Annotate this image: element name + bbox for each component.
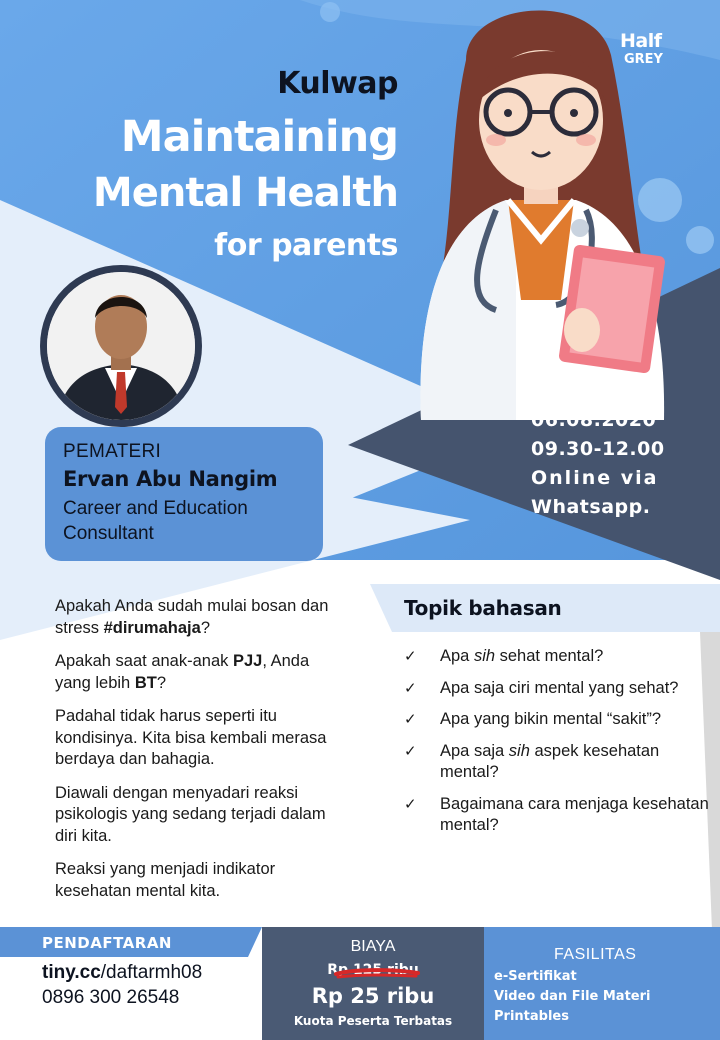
topic-2-text: Apa saja ciri mental yang sehat? [440, 678, 679, 697]
speaker-role-line-1: Career and Education [63, 498, 248, 519]
topic-item [404, 794, 714, 837]
event-date: 06.08.2020 [531, 409, 657, 431]
speaker-role-line-2: Consultant [63, 523, 154, 544]
topic-1-text: Apa [440, 647, 474, 665]
intro-p2-bold-2: BT [134, 673, 157, 692]
fee-panel [262, 927, 484, 1040]
registration-link-domain: tiny.cc [42, 962, 101, 983]
speaker-card [45, 427, 323, 561]
check-icon: ✓ [404, 795, 417, 813]
intro-p2-bold-1: PJJ [232, 652, 263, 670]
check-icon: ✓ [404, 742, 417, 760]
title-kicker: Kulwap [277, 66, 398, 101]
fee-new-price: Rp 25 ribu [311, 984, 435, 1008]
intro-p2-text: Apakah saat anak-anak [55, 652, 233, 670]
intro-paragraph-3: Padahal tidak harus seperti itu kondisinya. Kita bisa kembali merasa berdaya dan bahagia. [55, 707, 327, 768]
speaker-role [63, 496, 305, 546]
registration-label: PENDAFTARAN [42, 934, 172, 952]
event-time: 09.30-12.00 [531, 438, 665, 460]
intro-p1-hashtag: #dirumahaja [103, 618, 201, 637]
topic-1-end: sehat mental? [495, 647, 604, 665]
topic-4-emphasis: sih [508, 741, 530, 760]
intro-paragraph-5: Reaksi yang menjadi indikator kesehatan mental kita. [55, 860, 276, 900]
intro-paragraph-2 [55, 651, 335, 694]
check-icon: ✓ [404, 679, 417, 697]
event-online: Online via [531, 467, 659, 489]
registration-panel [0, 927, 262, 1040]
intro-p1-end: ? [200, 618, 210, 637]
speaker-name: Ervan Abu Nangim [63, 467, 278, 491]
logo-text-half: Half [620, 30, 662, 52]
topic-item [404, 741, 714, 784]
title-line-3: for parents [214, 228, 398, 263]
topic-1-emphasis: sih [473, 647, 496, 665]
intro-text [55, 596, 335, 914]
registration-link-path: /daftarmh08 [100, 962, 203, 983]
speaker-photo [47, 272, 195, 420]
facility-item: e-Sertifikat [494, 969, 577, 984]
topic-item [404, 646, 714, 668]
speaker-photo-frame [40, 265, 202, 427]
title-line-1: Maintaining [120, 112, 398, 162]
topic-5-text: Bagaimana cara menjaga kesehatan mental? [440, 794, 709, 834]
fee-old-price: Rp 125 ribu [327, 962, 419, 978]
speaker-portrait [47, 272, 195, 420]
registration-link[interactable] [42, 962, 202, 984]
facilities-panel [484, 927, 720, 1040]
topic-4-end: aspek kesehatan mental? [440, 741, 660, 781]
topic-4-text: Apa saja [440, 741, 509, 760]
topic-3-text: Apa yang bikin mental “sakit”? [440, 710, 662, 728]
check-icon: ✓ [404, 648, 417, 665]
topic-item [404, 678, 714, 700]
topic-item [404, 709, 714, 731]
intro-p2-middle: , Anda yang lebih [55, 652, 310, 692]
registration-phone: 0896 300 26548 [42, 987, 180, 1008]
topics-list [404, 646, 714, 847]
event-info [531, 378, 681, 522]
check-icon: ✓ [404, 711, 417, 728]
fee-quota-note: Kuota Peserta Terbatas [293, 1014, 453, 1028]
facility-item: Video dan File Materi [494, 989, 651, 1004]
intro-p1-text: Apakah Anda sudah mulai bosan dan stress [55, 597, 329, 637]
logo-text-grey: GREY [624, 52, 663, 67]
footer-bar [0, 927, 720, 1040]
facilities-list [494, 967, 650, 1027]
event-platform: Whatsapp. [531, 496, 651, 518]
intro-paragraph-4: Diawali dengan menyadari reaksi psikologis yang sedang terjadi dalam diri kita. [55, 783, 326, 845]
strikethrough-mark [334, 965, 420, 981]
event-day: Kamis [531, 380, 680, 404]
facilities-label: FASILITAS [554, 946, 637, 963]
speaker-label: PEMATERI [63, 441, 162, 462]
title-line-2: Mental Health [92, 170, 398, 216]
topics-title: Topik bahasan [404, 596, 562, 620]
facility-item: Printables [494, 1009, 569, 1024]
fee-label: BIAYA [350, 938, 396, 955]
intro-p2-end: ? [156, 673, 166, 692]
intro-paragraph-1 [55, 596, 335, 639]
doctor-illustration [396, 0, 686, 420]
